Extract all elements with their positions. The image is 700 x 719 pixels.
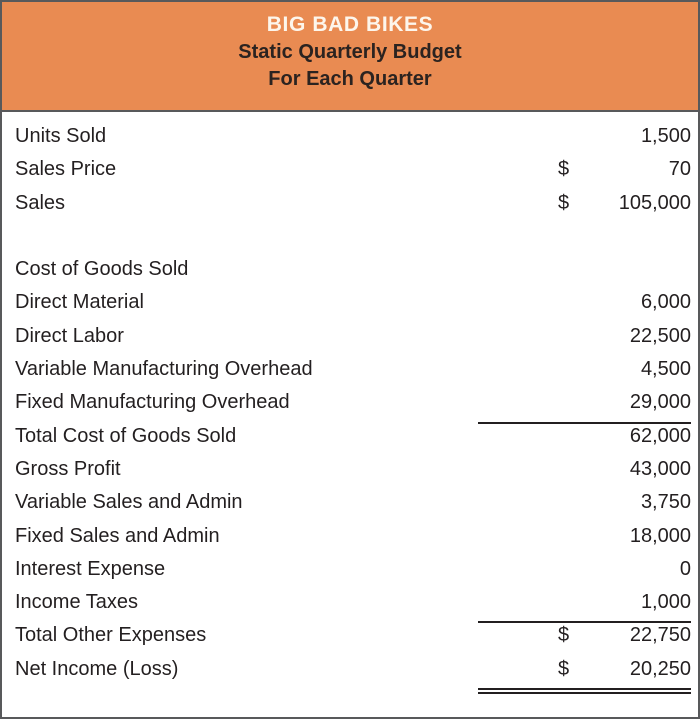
company-name: BIG BAD BIKES [266,13,434,36]
budget-row [15,420,691,453]
row-currency-symbol: $ [558,657,570,680]
row-label: Direct Material [15,291,144,314]
row-value-text: 70 [668,158,691,181]
budget-row [15,253,691,286]
row-label: Sales Price [15,158,117,181]
card-body [2,112,698,717]
row-currency-symbol [558,386,584,419]
row-value [584,653,691,686]
row-label: Units Sold [15,125,107,147]
row-value-text: 29,000 [584,386,691,419]
row-currency-symbol [558,520,584,553]
row-value-text: 4,500 [640,358,691,381]
row-value-text: 0 [679,557,691,580]
row-value [584,486,691,519]
spacer-row [15,220,691,253]
row-label: Sales [15,191,66,214]
row-value [584,220,691,253]
row-value [584,187,691,220]
row-value-text: 3,750 [640,491,691,514]
budget-row [15,453,691,486]
row-label: Variable Manufacturing Overhead [15,358,313,381]
row-value-text: 43,000 [629,457,691,480]
row-currency-symbol [558,120,584,153]
budget-row [15,286,691,319]
row-value-text: 22,750 [629,624,691,647]
row-currency-symbol [558,320,584,353]
row-currency-symbol [558,486,584,519]
row-currency-symbol [558,286,584,319]
row-label: Interest Expense [15,557,166,580]
budget-row [15,619,691,652]
row-value [584,153,691,186]
row-value [584,253,691,286]
row-value [584,553,691,586]
row-value [584,520,691,553]
row-currency-symbol [558,553,584,586]
row-value [584,453,691,486]
row-label [15,220,558,253]
row-label: Income Taxes [15,591,139,614]
row-value [584,286,691,319]
row-currency-symbol [558,420,584,453]
row-value [584,353,691,386]
report-period: For Each Quarter [268,68,432,90]
row-label: Cost of Goods Sold [15,258,189,281]
budget-row [15,553,691,586]
row-value [584,120,691,153]
row-value [584,586,691,619]
row-currency-symbol: $ [558,624,570,647]
row-value-text: 22,500 [629,324,691,347]
row-label: Gross Profit [15,457,121,480]
row-value [584,420,691,453]
budget-row [15,153,691,186]
row-label: Net Income (Loss) [15,657,179,680]
row-label: Direct Labor [15,324,124,347]
budget-row [15,586,691,619]
budget-row [15,120,691,153]
row-value-text: 62,000 [629,424,691,447]
row-value-text: 105,000 [618,191,691,214]
row-value-text: 6,000 [640,291,691,314]
row-value [584,320,691,353]
budget-row [15,320,691,353]
row-value [584,386,691,419]
budget-row [15,653,691,686]
row-currency-symbol [558,353,584,386]
row-value-text: 20,250 [584,653,691,686]
row-label: Fixed Sales and Admin [15,524,220,547]
budget-row [15,386,691,419]
row-currency-symbol [558,586,584,619]
row-currency-symbol: $ [558,158,570,181]
budget-row [15,520,691,553]
row-label: Variable Sales and Admin [15,491,243,514]
budget-row [15,353,691,386]
row-label: Total Other Expenses [15,624,207,647]
row-value-text: 1,000 [584,586,691,619]
row-value [584,619,691,652]
row-label: Total Cost of Goods Sold [15,424,237,447]
row-currency-symbol [558,253,584,286]
row-currency-symbol [558,453,584,486]
budget-table-body [15,120,691,686]
row-value-text: 1,500 [640,125,691,147]
budget-row [15,187,691,220]
row-value-text: 18,000 [629,524,691,547]
budget-table [15,120,691,686]
row-currency-symbol [558,220,584,253]
row-label: Fixed Manufacturing Overhead [15,391,290,414]
report-title: Static Quarterly Budget [238,41,462,63]
row-currency-symbol: $ [558,191,570,214]
card-header [2,2,698,112]
budget-row [15,486,691,519]
